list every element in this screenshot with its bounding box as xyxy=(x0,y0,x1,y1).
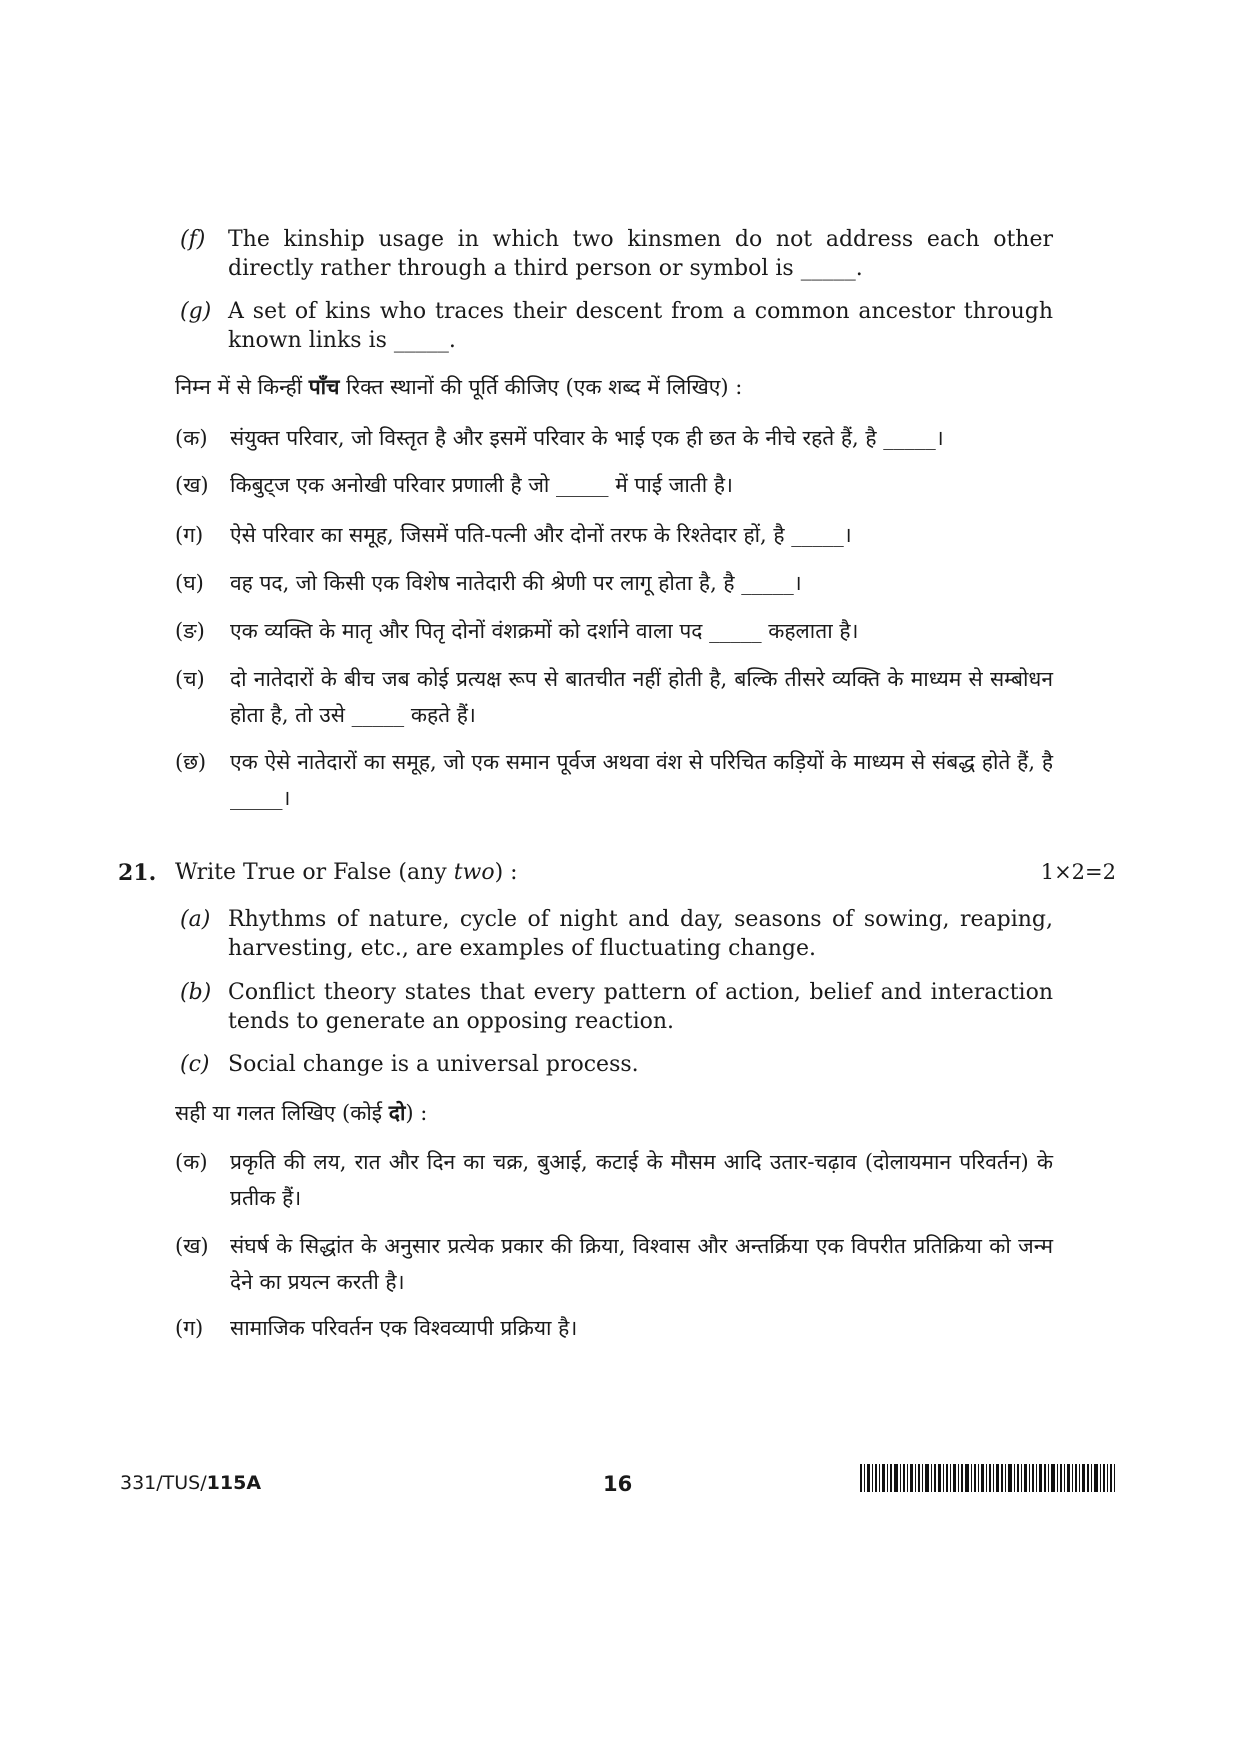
q21-hindi-instruction xyxy=(175,1098,427,1128)
q21-item-b xyxy=(180,978,1053,1038)
item-text: सामाजिक परिवर्तन एक विश्वव्यापी प्रक्रिया है। xyxy=(230,1316,578,1340)
item-text: वह पद, जो किसी एक विशेष नातेदारी की श्रेणी पर लागू होता है, है _____। xyxy=(230,571,802,595)
item-marker: (ग) xyxy=(175,1316,204,1340)
item-marker: (छ) xyxy=(175,750,207,774)
q21-item-a xyxy=(180,905,1053,965)
q20-hindi-item xyxy=(175,467,1053,503)
q20-hindi-item xyxy=(175,517,1053,553)
question-number: 21. xyxy=(118,860,157,886)
item-marker: (ख) xyxy=(175,473,209,497)
page-number: 16 xyxy=(603,1472,633,1496)
item-text: ऐसे परिवार का समूह, जिसमें पति-पत्नी और दोनों तरफ के रिश्तेदार हों, है _____। xyxy=(230,523,852,547)
stem-emphasis: two xyxy=(453,860,495,885)
q21-item-c xyxy=(180,1050,1053,1080)
instruction-emphasis: दो xyxy=(388,1100,406,1125)
item-marker: (ग) xyxy=(175,523,204,547)
item-text: The kinship usage in which two kinsmen do not address each other directly rather through a third person or symbol is _____. xyxy=(228,227,1053,281)
item-marker: (f) xyxy=(180,227,206,252)
question-marks: 1×2=2 xyxy=(1040,860,1116,884)
paper-code xyxy=(120,1472,261,1494)
q21-hindi-item xyxy=(175,1144,1053,1216)
item-marker: (क) xyxy=(175,426,208,450)
barcode-icon xyxy=(860,1464,1115,1492)
q20-hindi-instruction xyxy=(175,372,742,402)
q20-item-g xyxy=(180,297,1053,357)
item-marker: (घ) xyxy=(175,571,204,595)
item-text: Rhythms of nature, cycle of night and day, seasons of sowing, reaping, harvesting, etc., are examples of fluctuating change. xyxy=(228,907,1053,961)
q20-hindi-item xyxy=(175,613,1053,649)
item-text: Social change is a universal process. xyxy=(228,1052,639,1077)
item-text: A set of kins who traces their descent from a common ancestor through known links is _____. xyxy=(228,299,1053,353)
stem-text: Write True or False (any xyxy=(175,860,454,885)
q21-hindi-item xyxy=(175,1310,1053,1346)
q21-hindi-item xyxy=(175,1228,1053,1300)
item-text: संयुक्त परिवार, जो विस्तृत है और इसमें परिवार के भाई एक ही छत के नीचे रहते हैं, है _____। xyxy=(230,426,944,450)
instruction-emphasis: पाँच xyxy=(308,374,340,399)
q20-hindi-item xyxy=(175,420,1053,456)
item-text: एक ऐसे नातेदारों का समूह, जो एक समान पूर्वज अथवा वंश से परिचित कड़ियों के माध्यम से संबद्ध होते हैं, है _____। xyxy=(230,750,1053,810)
item-text: संघर्ष के सिद्धांत के अनुसार प्रत्येक प्रकार की क्रिया, विश्वास और अन्तर्क्रिया एक विपरीत प्रतिक्रिया को जन्म देने का प्रयत्न करती है। xyxy=(230,1234,1053,1294)
item-text: किबुट्ज एक अनोखी परिवार प्रणाली है जो _____ में पाई जाती है। xyxy=(230,473,734,497)
q20-hindi-item xyxy=(175,744,1053,816)
instruction-text: रिक्त स्थानों की पूर्ति कीजिए (एक शब्द में लिखिए) : xyxy=(339,375,743,399)
instruction-text: ) : xyxy=(405,1101,428,1125)
item-text: एक व्यक्ति के मातृ और पितृ दोनों वंशक्रमों को दर्शाने वाला पद _____ कहलाता है। xyxy=(230,619,859,643)
instruction-text: निम्न में से किन्हीं xyxy=(175,375,309,399)
item-marker: (g) xyxy=(180,299,212,324)
item-marker: (ख) xyxy=(175,1234,209,1258)
item-marker: (ङ) xyxy=(175,619,205,643)
paper-code-suffix: 115A xyxy=(206,1472,262,1494)
q20-item-f xyxy=(180,225,1053,285)
q20-hindi-item xyxy=(175,661,1053,733)
instruction-text: सही या गलत लिखिए (कोई xyxy=(175,1101,389,1125)
question-stem xyxy=(175,860,518,885)
paper-code-prefix: 331/TUS/ xyxy=(120,1472,207,1494)
item-text: प्रकृति की लय, रात और दिन का चक्र, बुआई, कटाई के मौसम आदि उतार-चढ़ाव (दोलायमान परिवर्तन) के प्रतीक हैं। xyxy=(230,1150,1053,1210)
q20-hindi-item xyxy=(175,565,1053,601)
item-marker: (b) xyxy=(180,980,212,1005)
item-marker: (क) xyxy=(175,1150,208,1174)
item-marker: (च) xyxy=(175,667,205,691)
item-text: दो नातेदारों के बीच जब कोई प्रत्यक्ष रूप से बातचीत नहीं होती है, बल्कि तीसरे व्यक्ति के माध्यम से सम्बोधन होता है, तो उसे _____ कहते हैं। xyxy=(230,667,1053,727)
stem-text: ) : xyxy=(494,860,518,885)
item-marker: (c) xyxy=(180,1052,210,1077)
item-text: Conflict theory states that every pattern of action, belief and interaction tends to generate an opposing reaction. xyxy=(228,980,1053,1034)
item-marker: (a) xyxy=(180,907,211,932)
